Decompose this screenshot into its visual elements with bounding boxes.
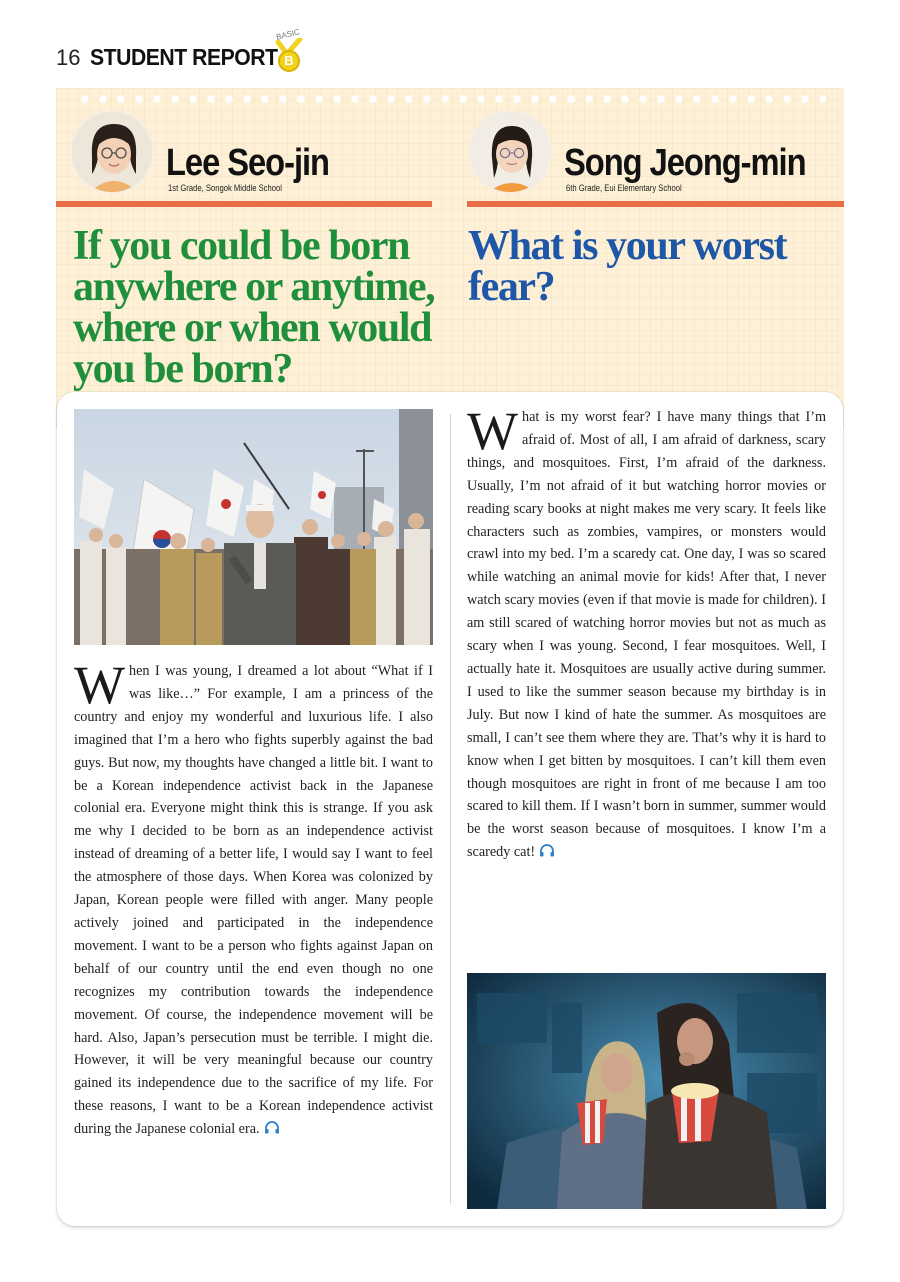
dropcap-right: W <box>467 401 518 461</box>
question-left: If you could be born anywhere or anytime, where or when would you be born? <box>73 223 435 392</box>
level-label: BASIC <box>275 27 301 42</box>
name-rule-left <box>56 201 432 207</box>
page-header <box>56 44 294 76</box>
student-photo-right <box>470 112 552 194</box>
essay-right <box>467 401 826 864</box>
dropcap-left: W <box>74 655 125 715</box>
essay-left-text: hen I was young, I dreamed a lot about “What if I was like…” For example, I am a princess of the country and enjoy my wonderful and luxurious life. I also imagined that I’m a hero who fights superbly against the bad guys. But now, my thoughts have changed a little bit. I want to be a Korean independence activist back in the Japanese colonial era. Everyone might think this is strange. If you ask me why I decided to be born as an independence activist instead of dreaming of a better life, I would say I want to feel the atmosphere of those days. When Korea was colonized by Japan, Korean people were filled with anger. Many people actively joined and participated in the independence movement. I want to be a person who fights against Japan on behalf of our country until the end even though no one recognizes my contribution towards the independence movement. Of course, the independence movement will be hard. Also, Japan’s persecution must be terrible. I might die. However, it will be very meaningful because our country gained its independence due to the sacrifice of my life. For these reasons, I want to be a Korean independence activist during the Japanese colonial era. <box>74 663 433 1138</box>
name-rule-right <box>467 201 844 207</box>
photo-scared-movie-watchers <box>467 973 826 1209</box>
photo-independence-movement <box>74 409 433 645</box>
essay-left <box>74 655 433 1141</box>
avatar-right <box>468 110 552 194</box>
content-card <box>57 392 843 1226</box>
horror-movie-image <box>467 973 826 1209</box>
question-right: What is your worst fear? <box>468 223 787 310</box>
level-letter: B <box>278 50 300 72</box>
level-badge <box>272 27 306 76</box>
student-school-left: 1st Grade, Songok Middle School <box>168 183 282 193</box>
student-school-right: 6th Grade, Eui Elementary School <box>566 183 682 193</box>
page-number: 16 <box>56 45 81 70</box>
column-divider <box>450 414 451 1204</box>
section-title: STUDENT REPORT <box>90 44 279 70</box>
independence-movement-image <box>74 409 433 645</box>
headphones-icon <box>264 1121 280 1134</box>
avatar-left <box>70 110 154 194</box>
essay-right-text: hat is my worst fear? I have many things that I’m afraid of. Most of all, I am afraid of darkness, scary things, and mosquitoes. First, I’m afraid of the darkness. Usually, I’m not afraid of it but watching horror movies or reading scary books at night makes me very scary. It feels like characters such as zombies, vampires, or monsters would crawl into my bed. I’m a scaredy cat. One day, I was so scared while watching an animal movie for kids! After that, I never watch scary movies (even if that movie is made for children). I am still scared of watching horror movies but not as much as scary when I was young. Second, I fear mosquitoes. Well, I actually hate it. Mosquitoes are usually active during summer. I used to like the summer season because my birthday is in July. But now I kind of hate the summer. As mosquitoes are small, I can’t see them where they are. That’s why it is hard to know when I get bitten by mosquitoes. I can’t kill them even though mosquitoes are right in front of me because I am too scared to kill them. If I wasn’t born in summer, summer would be the worst season because of mosquitoes. I know I’m a scaredy cat! <box>467 409 826 861</box>
headphones-icon <box>539 844 555 857</box>
perforation-strip <box>76 94 826 104</box>
student-name-left: Lee Seo-jin <box>166 142 329 184</box>
student-name-right: Song Jeong-min <box>564 142 806 184</box>
student-photo-left <box>72 112 154 194</box>
top-panel <box>56 88 844 428</box>
